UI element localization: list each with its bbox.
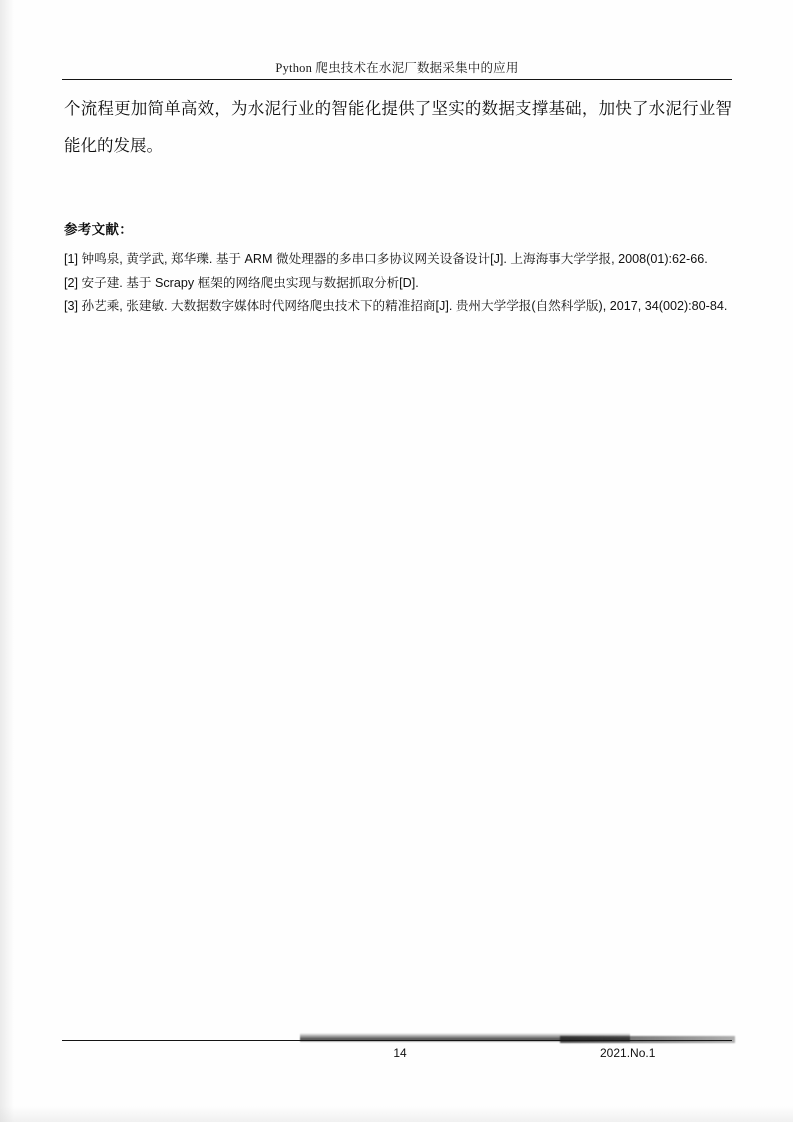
footer-scan-artifact-secondary	[560, 1036, 735, 1043]
reference-item: [3] 孙艺乘, 张建敏. 大数据数字媒体时代网络爬虫技术下的精准招商[J]. 贵州大学学报(自然科学版), 2017, 34(002):80-84.	[64, 299, 728, 313]
references-list	[64, 248, 732, 319]
page-number: 14	[393, 1046, 407, 1060]
reference-item: [1] 钟鸣泉, 黄学武, 郑华瓅. 基于 ARM 微处理器的多串口多协议网关设备设计[J]. 上海海事大学学报, 2008(01):62-66.	[64, 252, 708, 266]
scan-edge-left	[0, 0, 14, 1122]
body-paragraph: 个流程更加简单高效，为水泥行业的智能化提供了坚实的数据支撑基础，加快了水泥行业智能化的发展。	[64, 99, 732, 155]
scan-edge-bottom	[0, 1106, 793, 1122]
references-heading: 参考文献：	[64, 222, 133, 237]
issue-label: 2021.No.1	[600, 1046, 656, 1060]
reference-item: [2] 安子建. 基于 Scrapy 框架的网络爬虫实现与数据抓取分析[D].	[64, 275, 419, 290]
running-header-title: Python 爬虫技术在水泥厂数据采集中的应用	[275, 61, 519, 75]
header-divider-rule	[62, 79, 732, 80]
running-header	[62, 58, 732, 76]
